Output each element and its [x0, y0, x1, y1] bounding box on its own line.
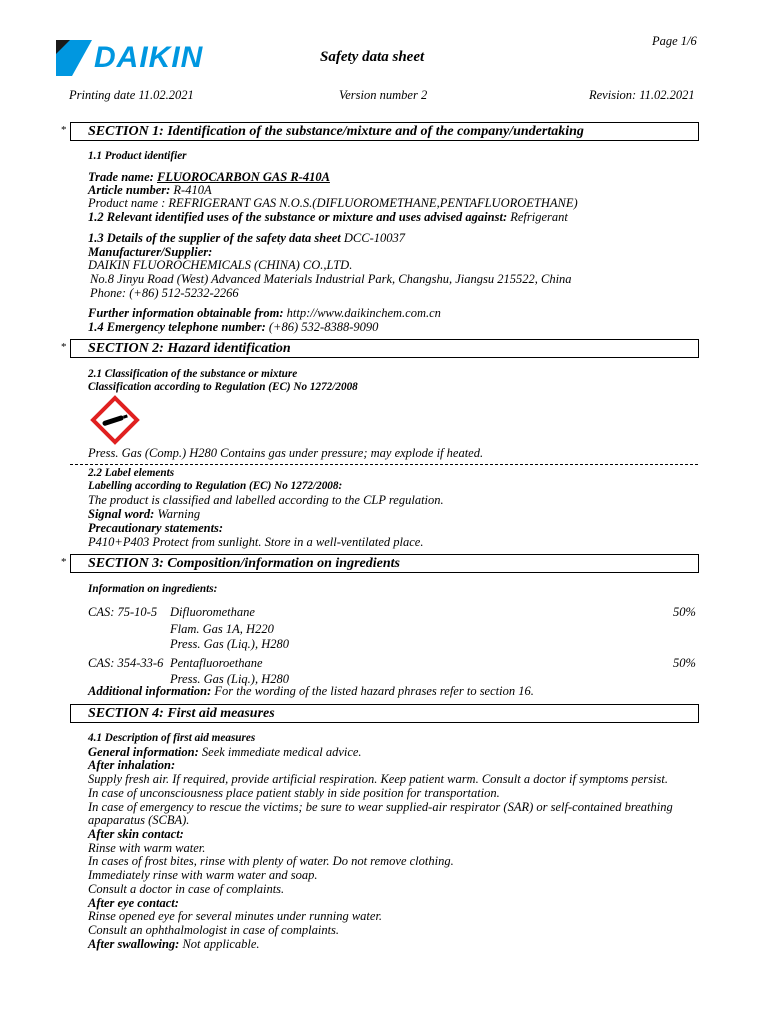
swallowing-label: After swallowing:	[88, 937, 180, 951]
eye-contact-label: After eye contact:	[88, 896, 179, 910]
classification-heading: 2.1 Classification of the substance or mixture	[88, 368, 298, 380]
section-3-title: SECTION 3: Composition/information on ingredients	[88, 556, 400, 571]
skin-contact-text-2: In cases of frost bites, rinse with plenty of water. Do not remove clothing.	[88, 854, 454, 868]
gas-cylinder-icon	[90, 395, 140, 445]
revision-date: Revision: 11.02.2021	[589, 88, 695, 102]
supplier-details-row	[88, 231, 405, 245]
inhalation-text-2: In case of unconsciousness place patient stably in side position for transportation.	[88, 786, 500, 800]
article-number-value: R-410A	[173, 183, 212, 197]
product-identifier-heading: 1.1 Product identifier	[88, 150, 187, 162]
product-name-value: REFRIGERANT GAS N.O.S.(DIFLUOROMETHANE,PENTAFLUOROETHANE)	[168, 196, 578, 210]
clp-statement: The product is classified and labelled according to the CLP regulation.	[88, 493, 444, 507]
inhalation-label: After inhalation:	[88, 758, 176, 772]
daikin-logo-mark	[56, 40, 92, 76]
first-aid-heading: 4.1 Description of first aid measures	[88, 732, 256, 744]
manufacturer-label: Manufacturer/Supplier:	[88, 245, 213, 259]
additional-info-row	[88, 684, 534, 698]
skin-contact-text-3: Immediately rinse with warm water and soap.	[88, 868, 318, 882]
ingredients-info-label: Information on ingredients:	[88, 583, 218, 595]
further-info-row	[88, 306, 441, 320]
supplier-details-value: DCC-10037	[343, 231, 406, 245]
ingredient-1-cas: CAS: 75-10-5	[88, 605, 158, 619]
ingredient-1-class-2: Press. Gas (Liq.), H280	[170, 637, 289, 651]
article-number-row	[88, 183, 212, 197]
inhalation-text-1: Supply fresh air. If required, provide artificial respiration. Keep patient warm. Consult a doctor if symptoms persist.	[88, 772, 668, 786]
signal-word-row	[88, 507, 200, 521]
dashed-divider	[70, 464, 698, 465]
emergency-phone-value: (+86) 532-8388-9090	[268, 320, 379, 334]
general-info-row	[88, 745, 362, 759]
section-2-header	[70, 339, 699, 358]
further-info-link[interactable]: http://www.daikinchem.com.cn	[286, 306, 441, 320]
relevant-uses-label: 1.2 Relevant identified uses of the substance or mixture and uses advised against:	[88, 210, 508, 224]
label-elements-heading: 2.2 Label elements	[88, 467, 175, 479]
relevant-uses-row	[88, 210, 568, 224]
printing-date: Printing date 11.02.2021	[69, 88, 194, 102]
section-2-change-marker: *	[61, 341, 67, 353]
additional-info-label: Additional information:	[88, 684, 212, 698]
supplier-details-label: 1.3 Details of the supplier of the safety data sheet	[88, 231, 341, 245]
hazard-statement: Press. Gas (Comp.) H280 Contains gas under pressure; may explode if heated.	[88, 446, 484, 460]
company-name: DAIKIN FLUOROCHEMICALS (CHINA) CO.,LTD.	[88, 258, 353, 272]
precautionary-statement: P410+P403 Protect from sunlight. Store in a well-ventilated place.	[88, 535, 424, 549]
daikin-logo	[56, 40, 241, 76]
trade-name-row	[88, 170, 330, 184]
additional-info-value: For the wording of the listed hazard phrases refer to section 16.	[214, 684, 534, 698]
section-1-change-marker: *	[61, 124, 67, 136]
document-title: Safety data sheet	[320, 49, 425, 65]
product-name-row	[88, 196, 578, 210]
emergency-phone-label: 1.4 Emergency telephone number:	[88, 320, 266, 334]
ingredient-2-name: Pentafluoroethane	[170, 656, 263, 670]
inhalation-text-4: apaparatus (SCBA).	[88, 813, 190, 827]
section-4-title: SECTION 4: First aid measures	[88, 706, 275, 721]
swallowing-value: Not applicable.	[182, 937, 260, 951]
trade-name-value: FLUOROCARBON GAS R-410A	[156, 170, 330, 184]
product-name-label: Product name :	[88, 196, 166, 210]
classification-regulation: Classification according to Regulation (EC) No 1272/2008	[88, 381, 358, 393]
skin-contact-label: After skin contact:	[88, 827, 184, 841]
ingredient-2-percent: 50%	[673, 656, 696, 670]
relevant-uses-value: Refrigerant	[510, 210, 568, 224]
section-1-header	[70, 122, 699, 141]
swallowing-row	[88, 937, 260, 951]
precautionary-label: Precautionary statements:	[88, 521, 224, 535]
ingredient-2-cas: CAS: 354-33-6	[88, 656, 164, 670]
eye-contact-text-1: Rinse opened eye for several minutes under running water.	[88, 909, 383, 923]
emergency-phone-row	[88, 320, 378, 334]
section-4-header	[70, 704, 699, 723]
section-1-title: SECTION 1: Identification of the substance/mixture and of the company/undertaking	[88, 124, 584, 139]
eye-contact-text-2: Consult an ophthalmologist in case of complaints.	[88, 923, 340, 937]
labelling-regulation: Labelling according to Regulation (EC) No 1272/2008:	[88, 480, 343, 492]
company-phone: Phone: (+86) 512-5232-2266	[90, 286, 239, 300]
section-2-title: SECTION 2: Hazard identification	[88, 341, 291, 356]
ingredient-1-class-1: Flam. Gas 1A, H220	[170, 622, 274, 636]
inhalation-text-3: In case of emergency to rescue the victims; be sure to wear supplied-air respirator (SAR) or self-contained breathing	[88, 800, 673, 814]
ingredient-1-name: Difluoromethane	[170, 605, 255, 619]
page-number: Page 1/6	[652, 34, 697, 48]
general-info-value: Seek immediate medical advice.	[201, 745, 362, 759]
ingredient-1-percent: 50%	[673, 605, 696, 619]
general-info-label: General information:	[88, 745, 199, 759]
skin-contact-text-1: Rinse with warm water.	[88, 841, 206, 855]
company-address: No.8 Jinyu Road (West) Advanced Materials Industrial Park, Changshu, Jiangsu 215522, China	[90, 272, 572, 286]
section-3-change-marker: *	[61, 556, 67, 568]
article-number-label: Article number:	[88, 183, 171, 197]
version-number: Version number 2	[339, 88, 428, 102]
further-info-label: Further information obtainable from:	[88, 306, 284, 320]
section-3-header	[70, 554, 699, 573]
ingredient-2-class-1: Press. Gas (Liq.), H280	[170, 672, 289, 686]
skin-contact-text-4: Consult a doctor in case of complaints.	[88, 882, 285, 896]
daikin-logo-text: DAIKIN	[94, 41, 204, 74]
signal-word-value: Warning	[157, 507, 201, 521]
signal-word-label: Signal word:	[88, 507, 155, 521]
trade-name-label: Trade name:	[88, 170, 154, 184]
